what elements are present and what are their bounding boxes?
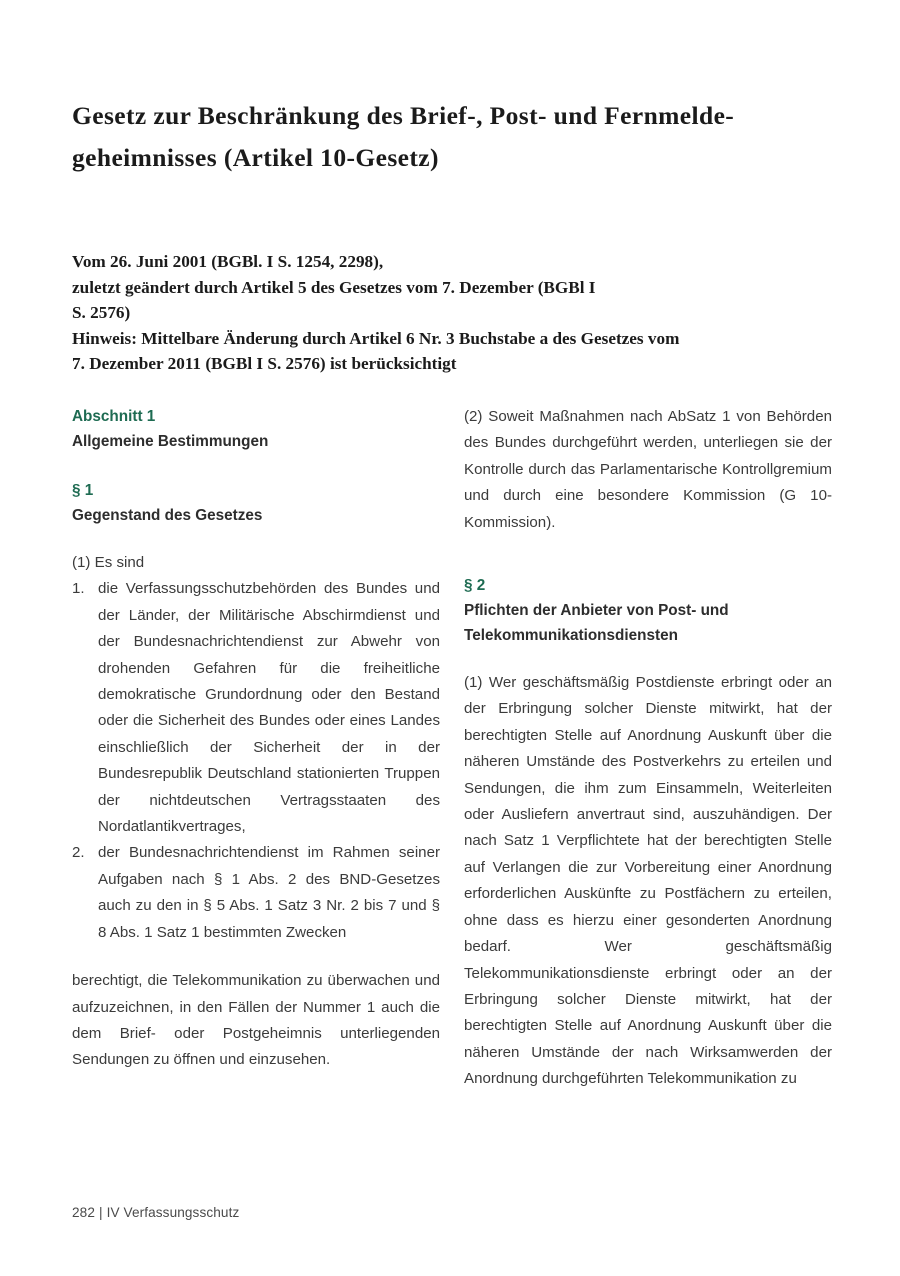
document-metadata [72,249,842,377]
spacer [72,946,440,968]
footer-section-label: IV Verfassungsschutz [106,1205,240,1220]
metadata-line-2: zuletzt geändert durch Artikel 5 des Gesetzes vom 7. Dezember (BGBl I [72,277,596,297]
spacer [72,528,440,550]
list-item [72,576,440,840]
paragraph-2-text: (2) Soweit Maßnahmen nach AbSatz 1 von Behörden des Bundes durchgeführt werden, unterliegen sie der Kontrolle durch das Parlamentarische Kontrollgremium und durch eine besondere Kommission (G 10-Kommission). [464,408,832,531]
para-2-paragraph-1-text: (1) Wer geschäftsmäßig Postdienste erbringt oder an der Erbringung solcher Dienste mitwirkt, hat der berechtigten Stelle auf Anordnung Auskunft über die näheren Umstände des Postverkehrs zu erteilen und Sendungen, die ihm zum Einsammeln, Weiterleiten oder Ausliefern anvertraut sind, auszuhändigen. Der nach Satz 1 Verpflichtete hat der berechtigten Stelle auf Verlangen die zur Vorbereitung einer Anordnung erforderlichen Auskünfte zu Postfächern zu erteilen, ohne dass es hierzu einer gesonderten Anordnung bedarf. Wer geschäftsmäßig Telekommunikationsdienste erbringt oder an der Erbringung solcher Dienste mitwirkt, hat der berechtigten Stelle auf Anordnung Auskunft über die näheren Umstände der nach Wirksamwerden der Anordnung durchgeführten Telekommunikation zu [464,674,832,1088]
footer-separator: | [98,1205,103,1220]
list-item-text: der Bundesnachrichtendienst im Rahmen seiner Aufgaben nach § 1 Abs. 2 des BND-Gesetzes auch zu den in § 5 Abs. 1 Satz 3 Nr. 2 bis 7 und § 8 Abs. 1 Satz 1 bestimmten Zwecken [98,844,440,941]
paragraph-1-closing: berechtigt, die Telekommunikation zu überwachen und aufzuzeichnen, in den Fällen der Nummer 1 auch die dem Brief- oder Postgeheimnis unterliegenden Sendungen zu öffnen und einzusehen. [72,972,440,1069]
metadata-line-5: 7. Dezember 2011 (BGBl I S. 2576) ist berücksichtigt [72,354,457,374]
page-title-line-1: Gesetz zur Beschränkung des Brief-, Post- und Fernmelde- [72,101,735,131]
footer-page-number: 282 [72,1205,95,1220]
list-item-text: die Verfassungsschutzbehörden des Bundes und der Länder, der Militärische Abschirmdienst und der Bundesnachrichtendienst zur Abwehr von drohenden Gefahren für die freiheitliche demokratische Grundordnung oder den Bestand oder die Sicherheit des Bundes oder eines Landes einschließlich der Sicherheit der in der Bundesrepublik Deutschland stationierten Truppen der nichtdeutschen Vertragsstaaten des Nordatlantikvertrages, [98,580,440,836]
list-item [72,840,440,946]
spacer [464,560,832,573]
page-title [72,95,832,179]
left-column [72,404,440,1074]
metadata-line-4: Hinweis: Mittelbare Änderung durch Artikel 6 Nr. 3 Buchstabe a des Gesetzes vom [72,328,680,348]
paragraph-1-intro: (1) Es sind [72,554,145,571]
enumerated-list [72,576,440,946]
list-item-number: 2. [72,844,85,862]
section-title-pflichten-line-1: Pflichten der Anbieter von Post- und [464,602,729,620]
right-column [464,404,832,1093]
paragraph-number-para-1: § 1 [72,482,94,499]
list-item-number: 1. [72,580,85,598]
paragraph-title-gegenstand-des-gesetzes: Gegenstand des Gesetzes [72,507,263,524]
page-title-line-2: geheimnisses (Artikel 10-Gesetz) [72,143,439,173]
metadata-line-1: Vom 26. Juni 2001 (BGBl. I S. 1254, 2298), [72,252,384,271]
section-title-pflichten-line-2: Telekommunikationsdiensten [464,627,678,645]
metadata-line-3: S. 2576) [72,303,131,323]
spacer [72,454,440,478]
section-title-allgemeine-bestimmungen: Allgemeine Bestimmungen [72,433,269,450]
page-footer [72,1203,239,1223]
section-number-abschnitt-1: Abschnitt 1 [72,408,156,425]
spacer [464,648,832,670]
spacer [464,536,832,560]
section-number-para-2: § 2 [464,577,486,595]
